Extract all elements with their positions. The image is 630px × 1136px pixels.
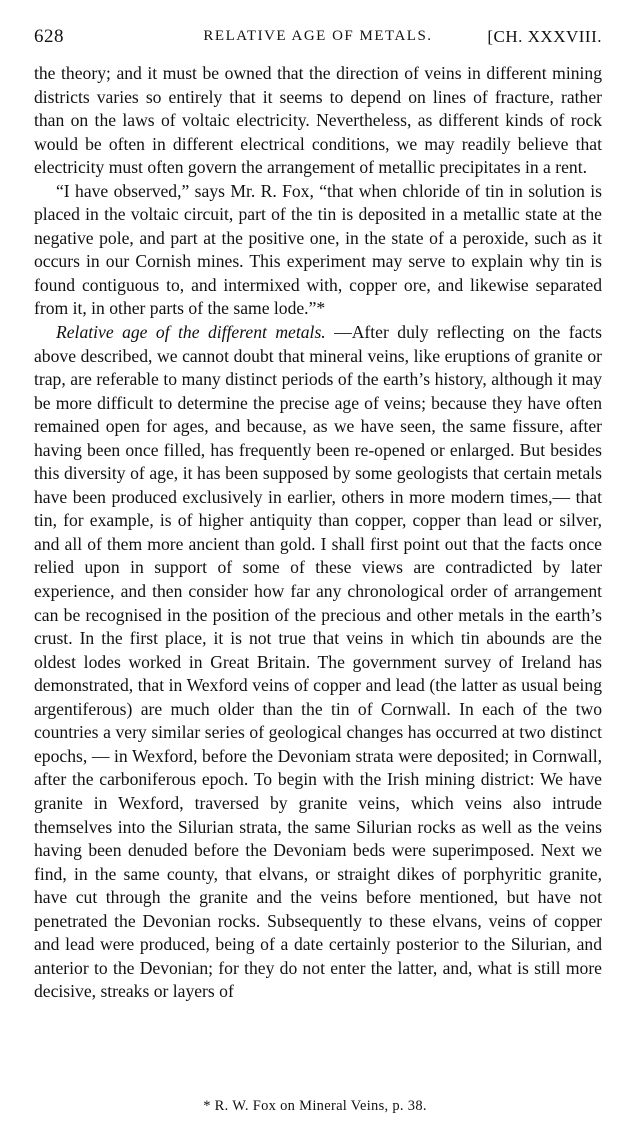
page-header xyxy=(34,26,602,54)
paragraph-relative-age xyxy=(34,321,602,1004)
paragraph-fox-quote: “I have observed,” says Mr. R. Fox, “that when chloride of tin in solution is placed in the voltaic circuit, part of the tin is deposited in a metallic state at the negative pole, and part at the positive one, in the state of a peroxide, such as it occurs in our Cornish mines. This experiment may serve to explain why tin is found contiguous to, and intermixed with, copper ore, and likewise separated from it, in other parts of the same lode.”* xyxy=(34,180,602,319)
running-title: RELATIVE AGE OF METALS. xyxy=(203,28,433,44)
section-sidehead: Relative age of the different metals. xyxy=(56,322,326,343)
chapter-label: [CH. XXXVIII. xyxy=(487,27,602,46)
page-number: 628 xyxy=(34,26,64,47)
paragraph-relative-age-text: —After duly reflecting on the facts above described, we cannot doubt that mineral veins, like eruptions of granite or trap, are referable to many distinct periods of the earth’s history, although it may be more difficult to determine the precise age of veins; because they have often remained open for ages, and because, as we have seen, the same fissure, after having been once filled, has frequently been re-opened or enlarged. But besides this diversity of age, it has been supposed by some geologists that certain metals have been produced exclusively in earlier, others in more modern times,— that tin, for example, is of higher antiquity than copper, copper than lead or silver, and all of them more ancient than gold. I shall first point out that the facts once relied upon in support of some of these views are contradicted by later experience, and then consider how far any chronological order of arrangement can be recognised in the position of the precious and other metals in the earth’s crust. In the first place, it is not true that veins in which tin abounds are the oldest lodes worked in Great Britain. The government survey of Ireland has demonstrated, that in Wexford veins of copper and lead (the latter as usual being argentiferous) are much older than the tin of Cornwall. In each of the two countries a very similar series of geological changes has occurred at two distinct epochs, — in Wexford, before the Devoniam strata were deposited; in Cornwall, after the carboniferous epoch. To begin with the Irish mining district: We have granite in Wexford, traversed by granite veins, which veins also intrude themselves into the Silurian strata, the same Silurian rocks as well as the veins having been denuded before the Devoniam beds were superimposed. Next we find, in the same county, that elvans, or straight dikes of porphyritic granite, have cut through the granite and the veins before mentioned, but have not penetrated the Devonian rocks. Subsequently to these elvans, veins of copper and lead were produced, being of a date certainly posterior to the Silurian, and anterior to the Devonian; for they do not enter the latter, and, what is still more decisive, streaks or layers of xyxy=(34,322,602,1002)
paragraph-continuation: the theory; and it must be owned that the direction of veins in different mining districts varies so entirely that it seems to depend on lines of fracture, rather than on the laws of voltaic electricity. Nevertheless, as different kinds of rock would be often in different electrical conditions, we may readily believe that electricity must often govern the arrangement of metallic precipitates in a rent. xyxy=(34,63,602,178)
body-text xyxy=(34,62,602,1004)
footnote: * R. W. Fox on Mineral Veins, p. 38. xyxy=(203,1098,427,1114)
